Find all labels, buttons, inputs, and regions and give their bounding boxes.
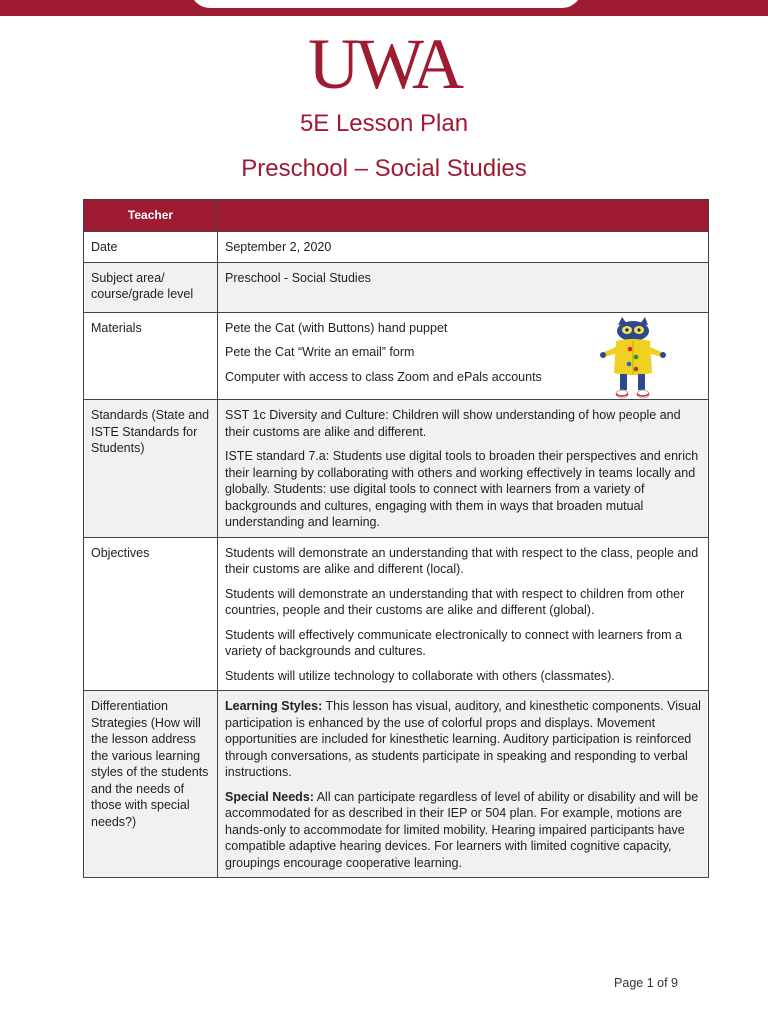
teacher-label: Teacher: [84, 200, 218, 232]
standards-value: [218, 400, 709, 538]
teacher-value: [218, 200, 709, 232]
objective-item: Students will effectively communicate electronically to connect with learners from a variety of backgrounds and cultures.: [225, 627, 682, 658]
table-row-teacher: [84, 200, 709, 232]
objectives-label: Objectives: [84, 537, 218, 691]
differentiation-value: [218, 691, 709, 878]
page-number: Page 1 of 9: [614, 976, 678, 990]
standards-item: SST 1c Diversity and Culture: Children will show understanding of how people and their customs are alike and different.: [225, 408, 681, 439]
objectives-value: [218, 537, 709, 691]
table-row-objectives: [84, 537, 709, 691]
standards-label: Standards (State and ISTE Standards for Students): [84, 400, 218, 538]
uwa-logo: UWA: [308, 24, 460, 104]
special-needs-text: All can participate regardless of level of ability or disability and will be accommodated for as described in their IEP or 504 plan. For example, motions are hands-only to accommodate for limited mobility. Hearing impaired participants have compatible adaptive hearing devices. For learners with limited cognitive capacity, groupings encourage cooperative learning.: [225, 789, 699, 870]
learning-styles-text: This lesson has visual, auditory, and kinesthetic components. Visual participation is enhanced by the use of colorful props and displays. Movement opportunities are included for kinesthetic learning. Auditory participation is reinforced through conversations, as students participate in speaking and responding to verbal instructions.: [225, 699, 701, 779]
materials-label: Materials: [84, 312, 218, 400]
table-row-subject: [84, 262, 709, 312]
differentiation-label: Differentiation Strategies (How will the lesson address the various learning styles of the students and the needs of those with special needs?): [84, 691, 218, 878]
subject-value: Preschool - Social Studies: [218, 262, 709, 312]
standards-item: ISTE standard 7.a: Students use digital tools to broaden their perspectives and enrich their learning by collaborating with others and working effectively in teams locally and globally. Students: use digital tools to connect with learners from a variety of backgrounds and cultures, engaging with them in ways that broaden mutual understanding and learning.: [225, 449, 699, 529]
special-needs-paragraph: [225, 789, 701, 872]
table-row-materials: [84, 312, 709, 400]
special-needs-heading: Special Needs:: [225, 789, 314, 804]
date-label: Date: [84, 232, 218, 263]
subject-label: Subject area/ course/grade level: [84, 262, 218, 312]
objective-item: Students will utilize technology to collaborate with others (classmates).: [225, 668, 615, 683]
document-title: 5E Lesson Plan: [299, 110, 469, 137]
materials-item: Pete the Cat (with Buttons) hand puppet: [225, 320, 448, 335]
table-row-date: [84, 232, 709, 263]
objective-item: Students will demonstrate an understanding that with respect to the class, people and their customs are alike and different (local).: [225, 545, 699, 576]
date-value: September 2, 2020: [218, 232, 709, 263]
materials-item: Computer with access to class Zoom and ePals accounts: [225, 369, 542, 384]
learning-styles-heading: Learning Styles:: [225, 699, 323, 713]
table-row-differentiation: [84, 691, 709, 878]
table-row-standards: [84, 400, 709, 538]
materials-value: [218, 312, 709, 400]
pete-the-cat-puppet-image: [600, 317, 666, 401]
document-subtitle: Preschool – Social Studies: [241, 155, 527, 182]
materials-item: Pete the Cat “Write an email” form: [225, 345, 415, 359]
top-brand-band: [0, 0, 768, 16]
objective-item: Students will demonstrate an understanding that with respect to children from other countries, people and their customs are alike and different (global).: [225, 586, 685, 617]
lesson-plan-table: [83, 199, 709, 878]
learning-styles-paragraph: [225, 698, 701, 781]
